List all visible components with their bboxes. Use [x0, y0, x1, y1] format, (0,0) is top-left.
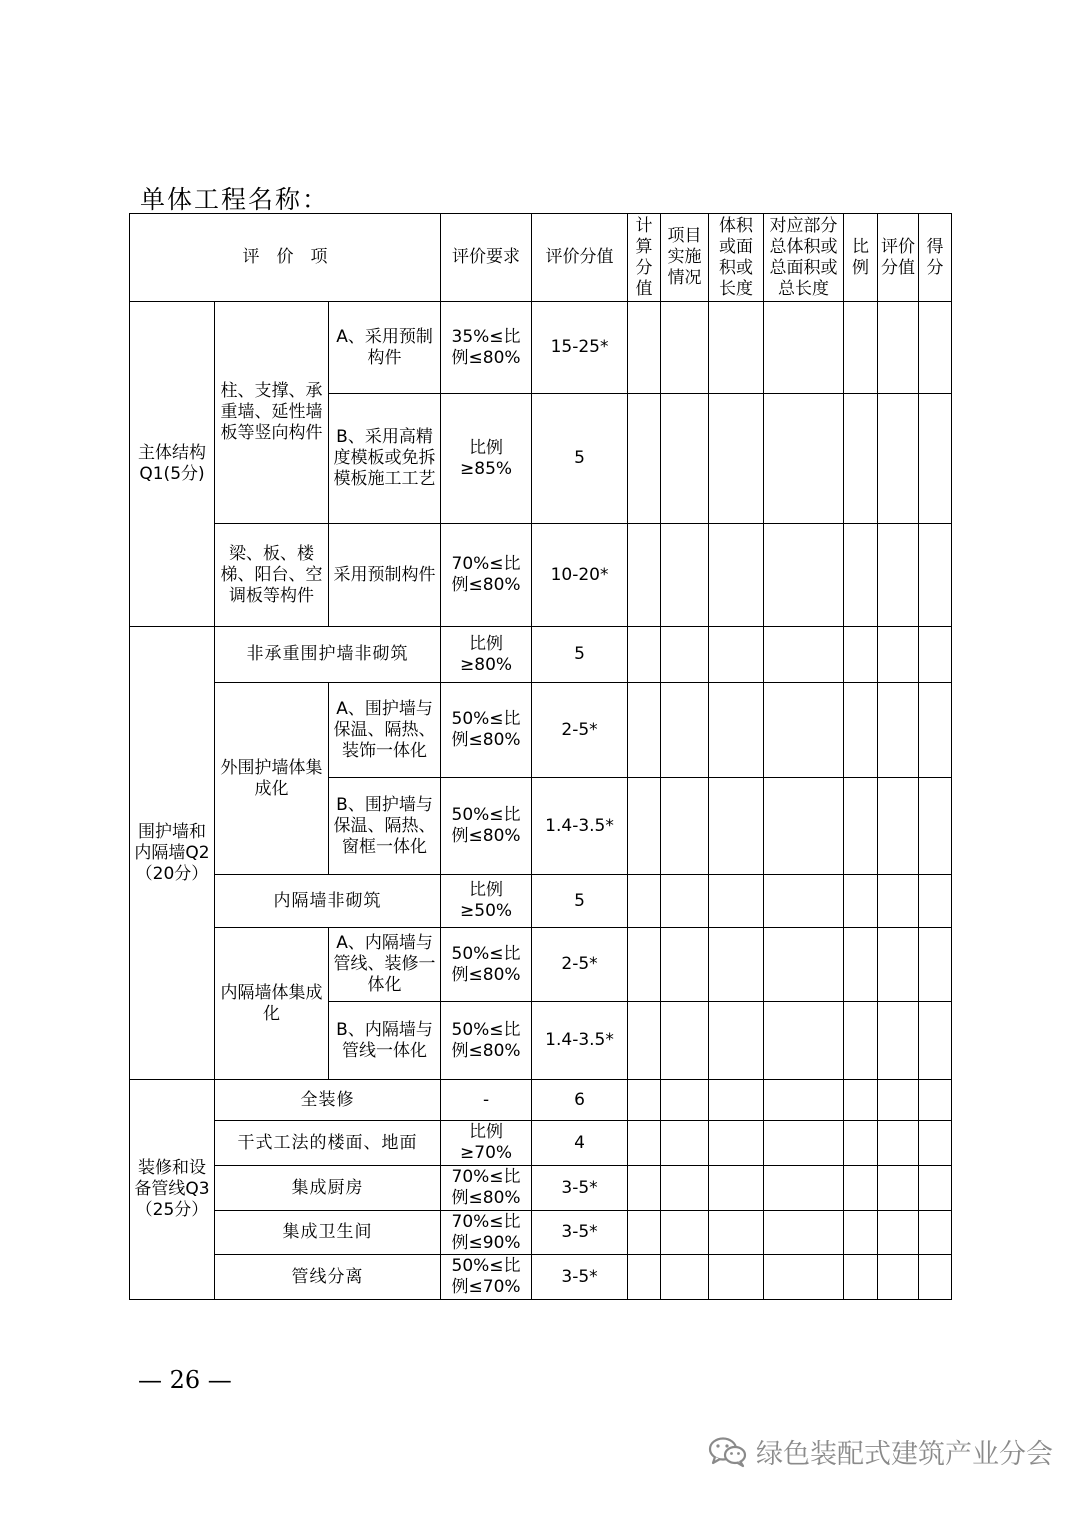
header-eval-value: 评价分值: [878, 214, 919, 302]
section-label-q1: 主体结构Q1(5分): [130, 302, 215, 627]
requirement-cell: -: [441, 1080, 532, 1121]
input-cell[interactable]: [764, 1211, 844, 1255]
score-value-cell: 5: [532, 394, 628, 524]
input-cell[interactable]: [878, 683, 919, 778]
input-cell[interactable]: [661, 1121, 709, 1166]
requirement-cell: 比例≥80%: [441, 627, 532, 683]
score-value-cell: 5: [532, 627, 628, 683]
input-cell[interactable]: [878, 1166, 919, 1211]
input-cell[interactable]: [919, 1080, 952, 1121]
input-cell[interactable]: [844, 1211, 878, 1255]
input-cell[interactable]: [661, 302, 709, 394]
input-cell[interactable]: [764, 875, 844, 928]
input-cell[interactable]: [661, 1166, 709, 1211]
input-cell[interactable]: [764, 1121, 844, 1166]
input-cell[interactable]: [878, 627, 919, 683]
score-value-cell: 5: [532, 875, 628, 928]
requirement-cell: 35%≤比例≤80%: [441, 302, 532, 394]
score-value-cell: 1.4-3.5*: [532, 1002, 628, 1080]
item-cell: 全装修: [215, 1080, 441, 1121]
input-cell[interactable]: [709, 928, 764, 1002]
header-score-value: 评价分值: [532, 214, 628, 302]
input-cell[interactable]: [709, 683, 764, 778]
input-cell[interactable]: [709, 1255, 764, 1300]
input-cell[interactable]: [709, 778, 764, 875]
input-cell[interactable]: [919, 524, 952, 627]
input-cell[interactable]: [844, 875, 878, 928]
item-cell: A、围护墙与保温、隔热、装饰一体化: [329, 683, 441, 778]
header-calc-value: 计算分值: [628, 214, 661, 302]
input-cell[interactable]: [878, 1121, 919, 1166]
input-cell[interactable]: [661, 394, 709, 524]
table-row: [130, 1211, 952, 1255]
input-cell[interactable]: [844, 302, 878, 394]
item-cell: 采用预制构件: [329, 524, 441, 627]
table-row: [130, 1166, 952, 1211]
item-cell: 内隔墙非砌筑: [215, 875, 441, 928]
input-cell[interactable]: [919, 1255, 952, 1300]
table-row: [130, 1121, 952, 1166]
requirement-cell: 50%≤比例≤80%: [441, 778, 532, 875]
header-row: [130, 214, 952, 302]
score-value-cell: 4: [532, 1121, 628, 1166]
input-cell[interactable]: [878, 1255, 919, 1300]
header-ratio: 比例: [844, 214, 878, 302]
input-cell[interactable]: [919, 1211, 952, 1255]
input-cell[interactable]: [878, 1211, 919, 1255]
input-cell[interactable]: [764, 1255, 844, 1300]
requirement-cell: 70%≤比例≤80%: [441, 524, 532, 627]
input-cell[interactable]: [764, 778, 844, 875]
score-value-cell: 2-5*: [532, 928, 628, 1002]
page-number: — 26 —: [138, 1366, 232, 1394]
table-row: [130, 1255, 952, 1300]
table-row: [130, 875, 952, 928]
input-cell[interactable]: [661, 627, 709, 683]
input-cell[interactable]: [878, 1002, 919, 1080]
header-item: 评 价 项: [130, 214, 441, 302]
evaluation-table: [129, 213, 952, 1300]
table-row: [130, 1080, 952, 1121]
watermark: [708, 1432, 1053, 1471]
wechat-icon: [708, 1436, 748, 1468]
input-cell[interactable]: [628, 524, 661, 627]
input-cell[interactable]: [919, 778, 952, 875]
input-cell[interactable]: [709, 627, 764, 683]
input-cell[interactable]: [878, 778, 919, 875]
input-cell[interactable]: [628, 1255, 661, 1300]
category-cell: 柱、支撑、承重墙、延性墙板等竖向构件: [215, 302, 329, 524]
project-name-label: 单体工程名称：: [140, 185, 330, 214]
item-cell: 管线分离: [215, 1255, 441, 1300]
input-cell[interactable]: [661, 778, 709, 875]
input-cell[interactable]: [661, 1080, 709, 1121]
watermark-text: 绿色装配式建筑产业分会: [756, 1439, 1053, 1470]
input-cell[interactable]: [878, 302, 919, 394]
input-cell[interactable]: [844, 394, 878, 524]
input-cell[interactable]: [844, 683, 878, 778]
item-cell: B、围护墙与保温、隔热、窗框一体化: [329, 778, 441, 875]
input-cell[interactable]: [764, 302, 844, 394]
input-cell[interactable]: [844, 928, 878, 1002]
input-cell[interactable]: [661, 928, 709, 1002]
score-value-cell: 10-20*: [532, 524, 628, 627]
input-cell[interactable]: [764, 683, 844, 778]
score-value-cell: 1.4-3.5*: [532, 778, 628, 875]
table-row: [130, 928, 952, 1002]
input-cell[interactable]: [878, 875, 919, 928]
input-cell[interactable]: [661, 1255, 709, 1300]
input-cell[interactable]: [878, 1080, 919, 1121]
input-cell[interactable]: [764, 394, 844, 524]
requirement-cell: 50%≤比例≤80%: [441, 1002, 532, 1080]
item-cell: A、内隔墙与管线、装修一体化: [329, 928, 441, 1002]
input-cell[interactable]: [709, 1002, 764, 1080]
input-cell[interactable]: [919, 875, 952, 928]
input-cell[interactable]: [844, 778, 878, 875]
header-requirement: 评价要求: [441, 214, 532, 302]
header-volume-area: 体积或面积或长度: [709, 214, 764, 302]
category-cell: 梁、板、楼梯、阳台、空调板等构件: [215, 524, 329, 627]
table-row: [130, 302, 952, 394]
requirement-cell: 50%≤比例≤70%: [441, 1255, 532, 1300]
requirement-cell: 比例≥50%: [441, 875, 532, 928]
input-cell[interactable]: [764, 1166, 844, 1211]
category-cell: 内隔墙体集成化: [215, 928, 329, 1080]
input-cell[interactable]: [919, 302, 952, 394]
category-cell: 外围护墙体集成化: [215, 683, 329, 875]
input-cell[interactable]: [919, 683, 952, 778]
input-cell[interactable]: [844, 1255, 878, 1300]
input-cell[interactable]: [764, 627, 844, 683]
input-cell[interactable]: [878, 524, 919, 627]
item-cell: 集成卫生间: [215, 1211, 441, 1255]
score-value-cell: 15-25*: [532, 302, 628, 394]
input-cell[interactable]: [878, 394, 919, 524]
input-cell[interactable]: [661, 683, 709, 778]
input-cell[interactable]: [709, 1166, 764, 1211]
input-cell[interactable]: [709, 1080, 764, 1121]
input-cell[interactable]: [628, 683, 661, 778]
item-cell: B、采用高精度模板或免拆模板施工工艺: [329, 394, 441, 524]
requirement-cell: 50%≤比例≤80%: [441, 928, 532, 1002]
input-cell[interactable]: [709, 394, 764, 524]
input-cell[interactable]: [661, 1211, 709, 1255]
input-cell[interactable]: [844, 1080, 878, 1121]
input-cell[interactable]: [844, 1002, 878, 1080]
section-label-q2: 围护墙和内隔墙Q2（20分）: [130, 627, 215, 1080]
section-label-q3: 装修和设备管线Q3（25分）: [130, 1080, 215, 1300]
item-cell: B、内隔墙与管线一体化: [329, 1002, 441, 1080]
item-cell: 集成厨房: [215, 1166, 441, 1211]
input-cell[interactable]: [709, 1121, 764, 1166]
score-value-cell: 6: [532, 1080, 628, 1121]
input-cell[interactable]: [844, 524, 878, 627]
input-cell[interactable]: [844, 1166, 878, 1211]
item-cell: 干式工法的楼面、地面: [215, 1121, 441, 1166]
item-cell: A、采用预制构件: [329, 302, 441, 394]
header-score: 得分: [919, 214, 952, 302]
requirement-cell: 70%≤比例≤90%: [441, 1211, 532, 1255]
table-row: [130, 627, 952, 683]
input-cell[interactable]: [844, 627, 878, 683]
score-value-cell: 2-5*: [532, 683, 628, 778]
input-cell[interactable]: [919, 928, 952, 1002]
input-cell[interactable]: [844, 1121, 878, 1166]
input-cell[interactable]: [764, 1080, 844, 1121]
input-cell[interactable]: [628, 394, 661, 524]
input-cell[interactable]: [661, 1002, 709, 1080]
input-cell[interactable]: [628, 1166, 661, 1211]
input-cell[interactable]: [919, 394, 952, 524]
input-cell[interactable]: [628, 302, 661, 394]
input-cell[interactable]: [878, 928, 919, 1002]
input-cell[interactable]: [919, 1166, 952, 1211]
input-cell[interactable]: [628, 1080, 661, 1121]
input-cell[interactable]: [919, 1002, 952, 1080]
input-cell[interactable]: [709, 302, 764, 394]
score-value-cell: 3-5*: [532, 1255, 628, 1300]
requirement-cell: 比例≥70%: [441, 1121, 532, 1166]
input-cell[interactable]: [919, 1121, 952, 1166]
score-value-cell: 3-5*: [532, 1166, 628, 1211]
input-cell[interactable]: [709, 1211, 764, 1255]
input-cell[interactable]: [628, 875, 661, 928]
table-row: [130, 524, 952, 627]
input-cell[interactable]: [661, 524, 709, 627]
item-cell: 非承重围护墙非砌筑: [215, 627, 441, 683]
requirement-cell: 70%≤比例≤80%: [441, 1166, 532, 1211]
requirement-cell: 50%≤比例≤80%: [441, 683, 532, 778]
input-cell[interactable]: [764, 1002, 844, 1080]
table-row: [130, 683, 952, 778]
input-cell[interactable]: [709, 524, 764, 627]
input-cell[interactable]: [628, 1211, 661, 1255]
input-cell[interactable]: [628, 1121, 661, 1166]
input-cell[interactable]: [709, 875, 764, 928]
input-cell[interactable]: [628, 627, 661, 683]
input-cell[interactable]: [764, 928, 844, 1002]
input-cell[interactable]: [661, 875, 709, 928]
input-cell[interactable]: [764, 524, 844, 627]
input-cell[interactable]: [628, 1002, 661, 1080]
header-implementation: 项目实施情况: [661, 214, 709, 302]
input-cell[interactable]: [628, 928, 661, 1002]
score-value-cell: 3-5*: [532, 1211, 628, 1255]
input-cell[interactable]: [628, 778, 661, 875]
header-total: 对应部分总体积或总面积或总长度: [764, 214, 844, 302]
input-cell[interactable]: [919, 627, 952, 683]
requirement-cell: 比例≥85%: [441, 394, 532, 524]
